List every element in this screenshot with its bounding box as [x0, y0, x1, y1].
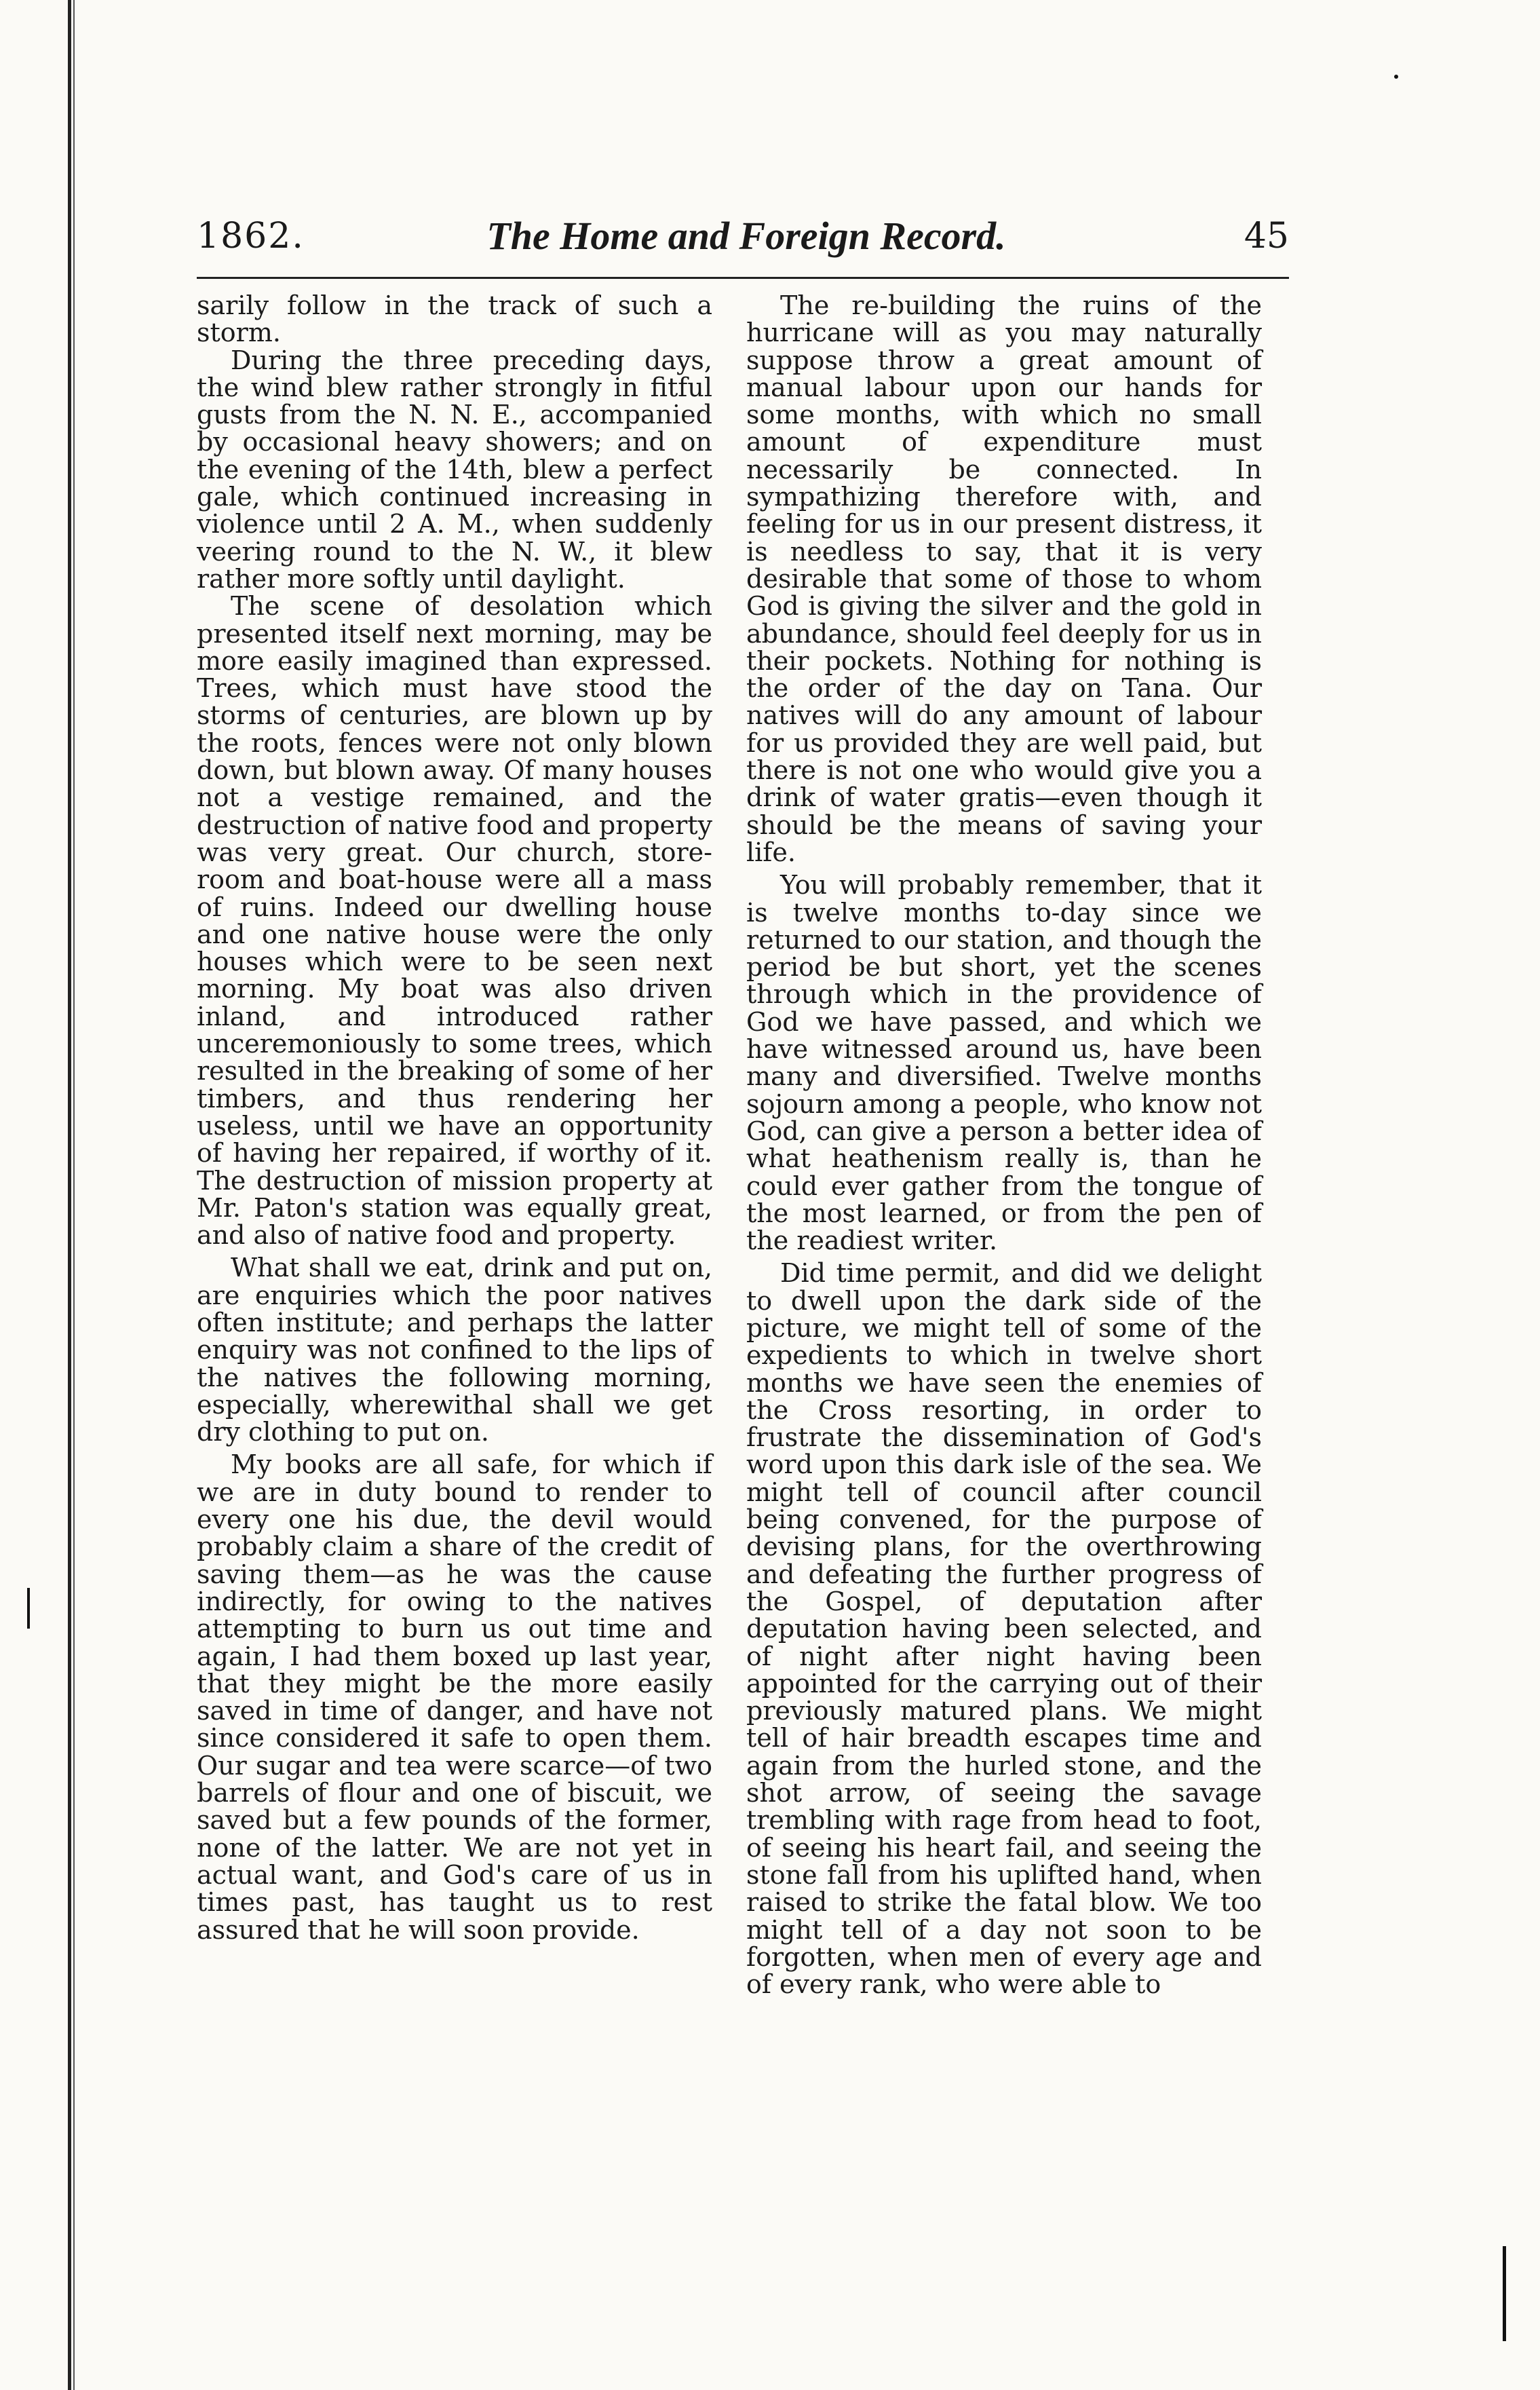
- paragraph: What shall we eat, drink and put on, are enquiries which the poor natives often institute; and perhaps the latter enquiry was not confined to the lips of the natives the following morning, especially, wherewithal shall we get dry clothing to put on.: [197, 1253, 712, 1447]
- page-number: 45: [1244, 216, 1289, 257]
- header-year: 1862.: [197, 216, 305, 257]
- stray-ink-mark: [1394, 75, 1398, 79]
- paragraph: The scene of desolation which presented itself next morning, may be more easily imagined than expressed. Trees, which must have stood the storms of centuries, are blown up by the roots, fences were not only blown down, but blown away. Of many houses not a vestige remained, and the destruction of native food and property was very great. Our church, store-room and boat-house were all a mass of ruins. Indeed our dwelling house and one native house were the only houses which were to be seen next morning. My boat was also driven inland, and introduced rather unceremoniously to some trees, which resulted in the breaking of some of her timbers, and thus rendering her useless, until we have an opportunity of having her repaired, if worthy of it. The destruction of mission property at Mr. Paton's station was equally great, and also of native food and property.: [197, 591, 712, 1251]
- paragraph: sarily follow in the track of such a storm.: [197, 290, 712, 348]
- binding-line: [68, 0, 71, 2390]
- header-rule: [197, 277, 1289, 279]
- paragraph: The re-building the ruins of the hurricane will as you may naturally suppose throw a great amount of manual labour upon our hands for some months, with which no small amount of expenditure must necessarily be connected. In sympathizing therefore with, and feeling for us in our present distress, it is needless to say, that it is very desirable that some of those to whom God is giving the silver and the gold in abundance, should feel deeply for us in their pockets. Nothing for nothing is the order of the day on Tana. Our natives will do any amount of labour for us provided they are well paid, but there is not one who would give you a drink of water gratis—even though it should be the means of saving your life.: [746, 290, 1262, 867]
- running-header: [197, 216, 1289, 277]
- left-column: [197, 292, 712, 1943]
- stray-ink-mark: [1503, 2246, 1506, 2341]
- stray-ink-mark: [27, 1588, 30, 1629]
- right-column: [746, 292, 1262, 1998]
- paragraph: You will probably remember, that it is twelve months to-day since we returned to our station, and though the period be but short, yet the scenes through which in the providence of God we have passed, and which we have witnessed around us, have been many and diversified. Twelve months sojourn among a people, who know not God, can give a person a better idea of what heathenism really is, than he could ever gather from the tongue of the most learned, or from the pen of the readiest writer.: [746, 870, 1262, 1256]
- paragraph: Did time permit, and did we delight to dwell upon the dark side of the picture, we might tell of some of the expedients to which in twelve short months we have seen the enemies of the Cross resorting, in order to frustrate the dissemination of God's word upon this dark isle of the sea. We might tell of council after council being convened, for the purpose of devising plans, for the overthrowing and defeating the further progress of the Gospel, of deputation after deputation having been selected, and of night after night having been appointed for the carrying out of their previously matured plans. We might tell of hair breadth escapes time and again from the hurled stone, and the shot arrow, of seeing the savage trembling with rage from head to foot, of seeing his heart fail, and seeing the stone fall from his uplifted hand, when raised to strike the fatal blow. We too might tell of a day not soon to be forgotten, when men of every age and of every rank, who were able to: [746, 1258, 1262, 2000]
- header-title: The Home and Foreign Record.: [486, 214, 1006, 258]
- page-binding-edge: [0, 0, 81, 2390]
- binding-line-inner: [73, 0, 75, 2390]
- paragraph: My books are all safe, for which if we are in duty bound to render to every one his due, the devil would probably claim a share of the credit of saving them—as he was the cause indirectly, for owing to the natives attempting to burn us out time and again, I had them boxed up last year, that they might be the more easily saved in time of danger, and have not since considered it safe to open them. Our sugar and tea were scarce—of two barrels of flour and one of biscuit, we saved but a few pounds of the former, none of the latter. We are not yet in actual want, and God's care of us in times past, has taught us to rest assured that he will soon provide.: [197, 1449, 712, 1945]
- paragraph: During the three preceding days, the wind blew rather strongly in fitful gusts from the N. N. E., accompanied by occasional heavy showers; and on the evening of the 14th, blew a perfect gale, which continued increasing in violence until 2 A. M., when suddenly veering round to the N. W., it blew rather more softly until daylight.: [197, 345, 712, 594]
